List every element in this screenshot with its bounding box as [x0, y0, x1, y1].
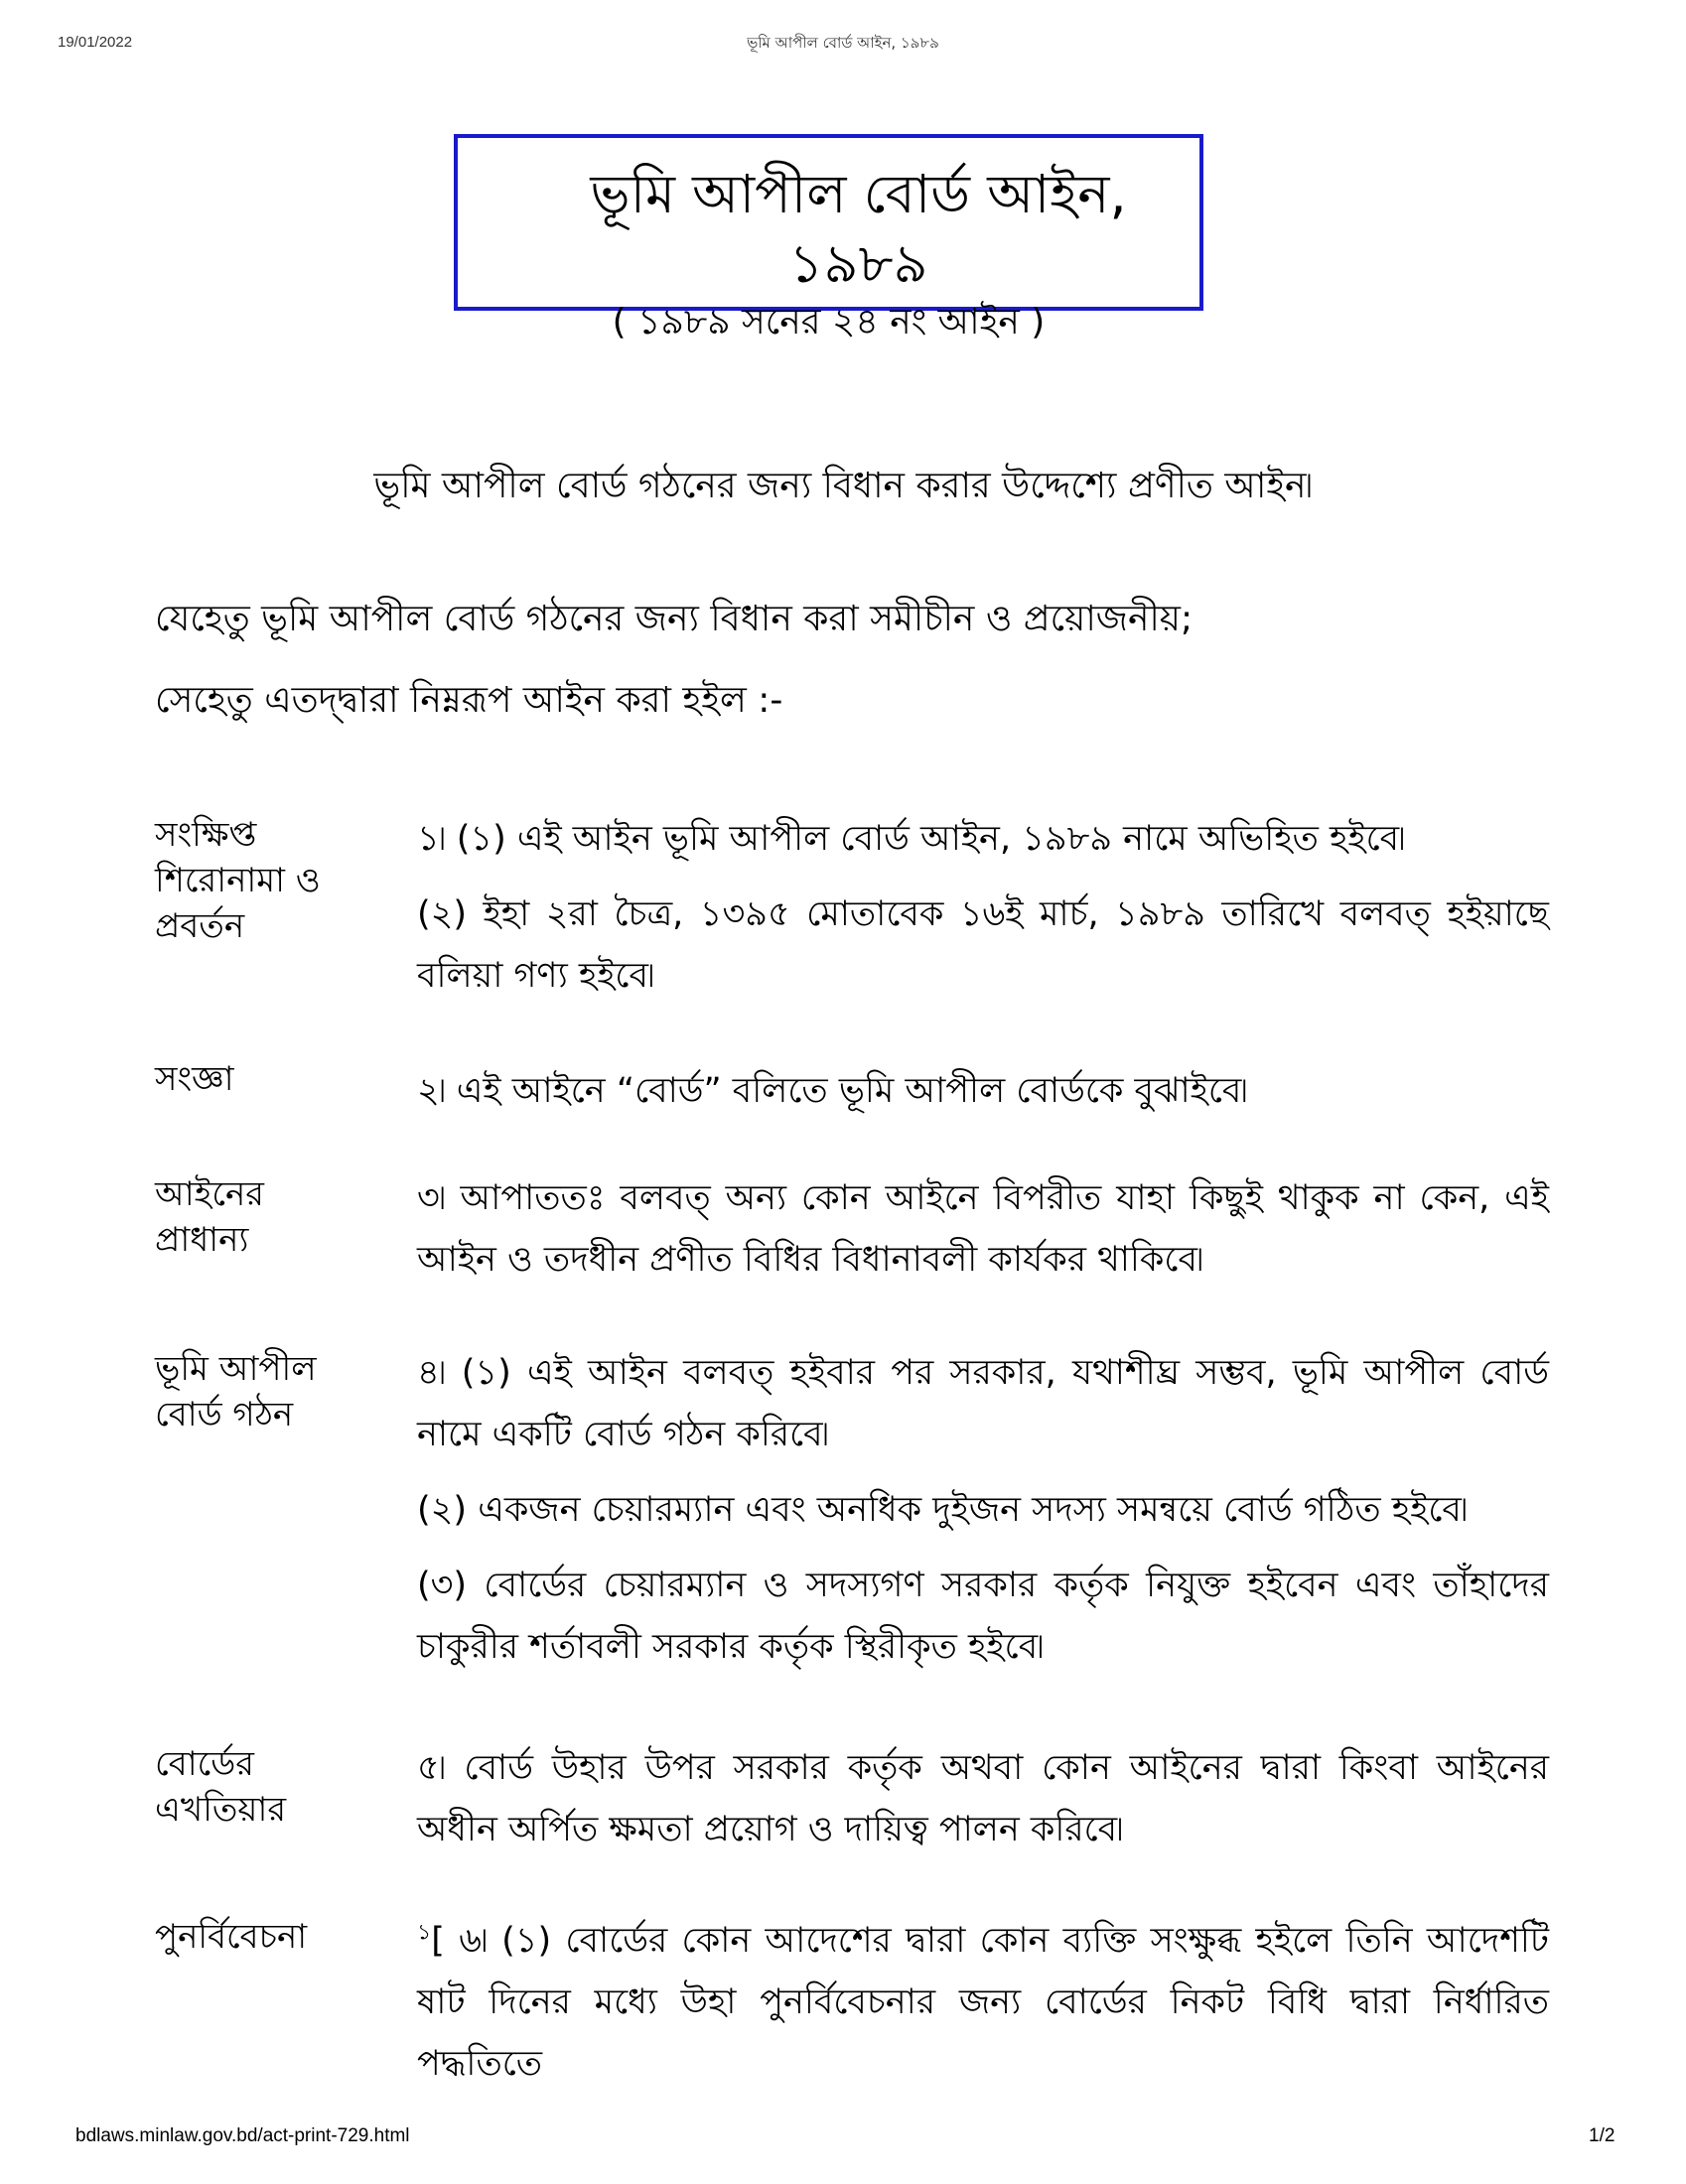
preamble-whereas: যেহেতু ভূমি আপীল বোর্ড গঠনের জন্য বিধান করা সমীচীন ও প্রয়োজনীয়; — [155, 599, 1194, 639]
section-paragraph: ৪৷ (১) এই আইন বলবত্‌ হইবার পর সরকার, যথাশীঘ্র সম্ভব, ভূমি আপীল বোর্ড নামে একটি বোর্ড গঠন করিবে৷ — [417, 1353, 1549, 1454]
marginal-note-line: সংজ্ঞা — [155, 1059, 234, 1099]
section-paragraph: ২৷ এই আইনে “বোর্ড” বলিতে ভূমি আপীল বোর্ডকে বুঝাইবে৷ — [417, 1071, 1248, 1111]
marginal-note-line: পুনর্বিবেচনা — [155, 1917, 308, 1957]
section-paragraph — [417, 1910, 1549, 2095]
act-title: ভূমি আপীল বোর্ড আইন, ১৯৮৯ — [590, 163, 1127, 295]
section-5-marginal-note — [155, 1741, 383, 1833]
marginal-note-line: বোর্ডের — [155, 1744, 254, 1784]
act-purpose: ভূমি আপীল বোর্ড গঠনের জন্য বিধান করার উদ্দেশ্যে প্রণীত আইন৷ — [373, 466, 1313, 506]
marginal-note-line: প্রাধান্য — [155, 1220, 249, 1260]
print-date: 19/01/2022 — [58, 34, 133, 51]
section-1-body — [417, 808, 1549, 1021]
title-box — [454, 134, 1203, 342]
marginal-note-line: সংক্ষিপ্ত — [155, 815, 257, 855]
section-paragraph: (২) একজন চেয়ারম্যান এবং অনধিক দুইজন সদস্য সমন্বয়ে বোর্ড গঠিত হইবে৷ — [417, 1490, 1468, 1530]
marginal-note-line: শিরোনামা ও — [155, 861, 321, 900]
section-4-body — [417, 1342, 1549, 1692]
preamble-enactment: সেহেতু এতদ্‌দ্বারা নিম্নরূপ আইন করা হইল :- — [155, 680, 783, 721]
marginal-note-line: বোর্ড গঠন — [155, 1395, 294, 1434]
section-3-body — [417, 1167, 1549, 1304]
marginal-note-line: এখতিয়ার — [155, 1790, 287, 1830]
section-6-body — [417, 1910, 1549, 2109]
section-2-marginal-note — [155, 1056, 383, 1102]
act-number: ( ১৯৮৯ সনের ২৪ নং আইন ) — [612, 302, 1046, 342]
marginal-note-line: আইনের — [155, 1174, 265, 1214]
section-1-marginal-note — [155, 812, 383, 949]
section-5-body — [417, 1737, 1549, 1874]
print-header-title: ভূমি আপীল বোর্ড আইন, ১৯৮৯ — [747, 34, 939, 52]
section-3-marginal-note — [155, 1171, 383, 1263]
page-number: 1/2 — [1589, 2125, 1616, 2146]
section-paragraph: (২) ইহা ২রা চৈত্র, ১৩৯৫ মোতাবেক ১৬ই মার্চ, ১৯৮৯ তারিখে বলবত্‌ হইয়াছে বলিয়া গণ্য হইবে৷ — [417, 894, 1549, 996]
section-6-marginal-note — [155, 1914, 383, 1960]
marginal-note-line: ভূমি আপীল — [155, 1349, 317, 1389]
marginal-note-line: প্রবর্তন — [155, 906, 245, 946]
section-paragraph: ৩৷ আপাততঃ বলবত্‌ অন্য কোন আইনে বিপরীত যাহা কিছুই থাকুক না কেন, এই আইন ও তদধীন প্রণীত বিধির বিধানাবলী কার্যকর থাকিবে৷ — [417, 1178, 1549, 1280]
section-paragraph: ১৷ (১) এই আইন ভূমি আপীল বোর্ড আইন, ১৯৮৯ নামে অভিহিত হইবে৷ — [417, 819, 1406, 859]
section-2-body — [417, 1060, 1549, 1136]
section-4-marginal-note — [155, 1346, 383, 1437]
section-paragraph: (৩) বোর্ডের চেয়ারম্যান ও সদস্যগণ সরকার কর্তৃক নিযুক্ত হইবেন এবং তাঁহাদের চাকুরীর শর্তাবলী সরকার কর্তৃক স্থিরীকৃত হইবে৷ — [417, 1566, 1549, 1667]
source-url: bdlaws.minlaw.gov.bd/act-print-729.html — [75, 2125, 410, 2146]
section-paragraph-text: [ ৬৷ (১) বোর্ডের কোন আদেশের দ্বারা কোন ব্যক্তি সংক্ষুব্ধ হইলে তিনি আদেশটি ষাট দিনের মধ্যে উহা পুনর্বিবেচনার জন্য বোর্ডের নিকট বিধি দ্বারা নির্ধারিত পদ্ধতিতে — [417, 1921, 1549, 2084]
footnote-marker[interactable]: ১ — [417, 1920, 432, 1946]
section-paragraph: ৫৷ বোর্ড উহার উপর সরকার কর্তৃক অথবা কোন আইনের দ্বারা কিংবা আইনের অধীন অর্পিত ক্ষমতা প্রয়োগ ও দায়িত্ব পালন করিবে৷ — [417, 1748, 1549, 1849]
